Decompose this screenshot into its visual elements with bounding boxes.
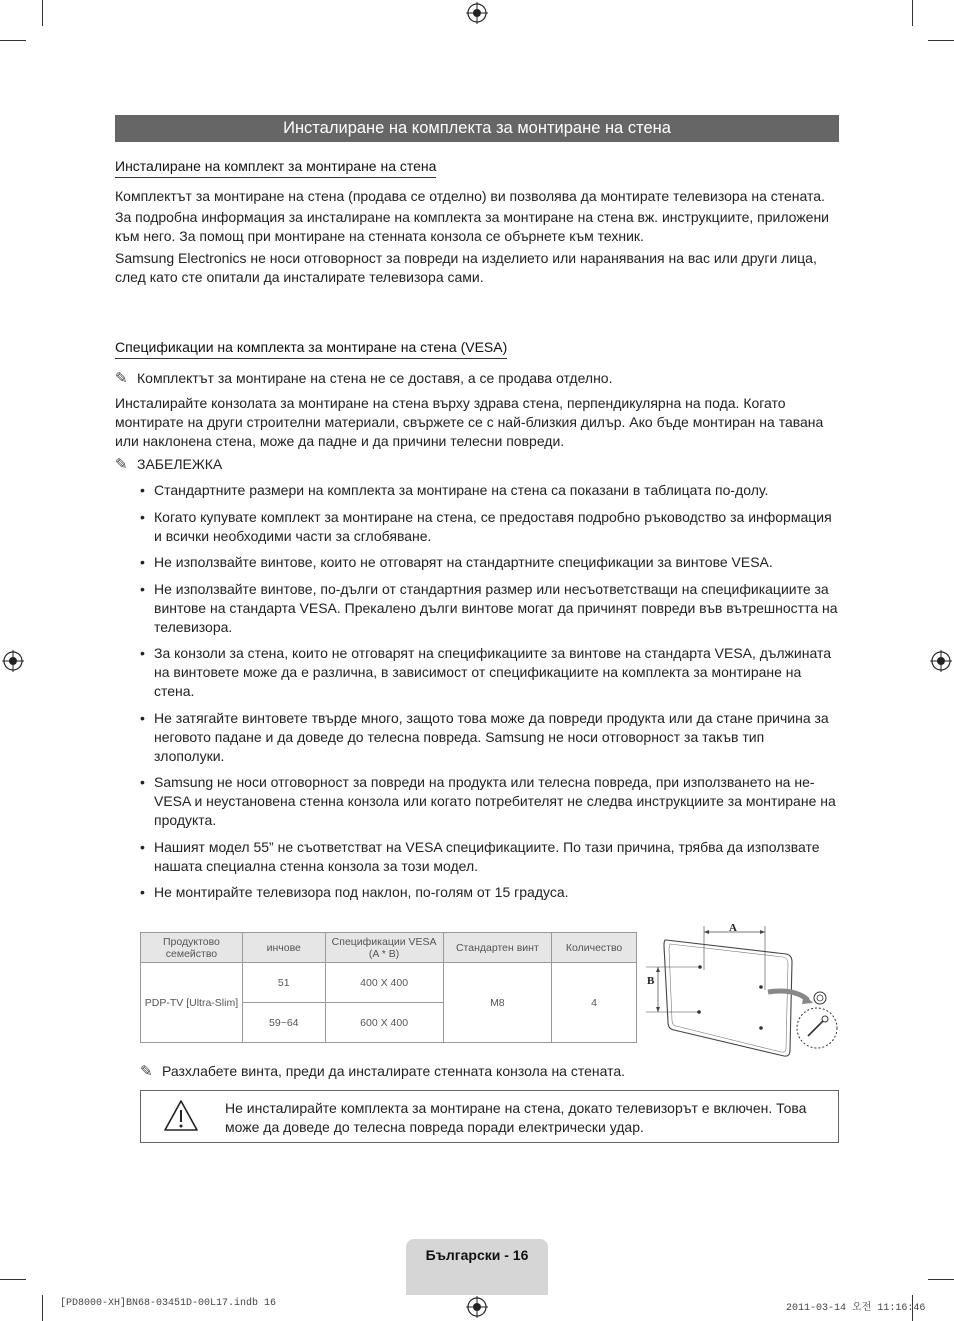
vesa-paragraph: Инсталирайте конзолата за монтиране на стена върху здрава стена, перпендикулярна на пода. Когато монтирате на други строителни материали, свържете се с най-близкия дилър. Ако бъде монтиран на тавана или наклонена стена, може да падне и да причини телесни повреди.	[115, 395, 824, 449]
notes-list	[138, 481, 838, 910]
list-item: • Стандартните размери на комплекта за монтиране на стена са показани в таблицата по-долу.	[138, 481, 838, 500]
note-label: ЗАБЕЛЕЖКА	[137, 456, 223, 472]
install-text	[115, 187, 841, 287]
table-cell-inches: 51	[242, 963, 325, 1003]
table-cell-inches: 59~64	[242, 1003, 325, 1043]
table-header: инчове	[242, 933, 325, 963]
install-paragraph: Комплектът за монтиране на стена (продава се отделно) ви позволява да монтирате телевизора на стената.	[115, 188, 825, 204]
list-item: • Samsung не носи отговорност за повреди на продукта или телесна повреда, при използването на не-VESA и неустановена стенна конзола или когато потребителят не следва инструкциите за монтиране на продукта.	[138, 773, 838, 830]
list-item: • За конзоли за стена, които не отговарят на спецификациите за винтове на стандарта VESA, дължината на винтовете може да е различна, в зависимост от спецификациите на комплекта за монтиране на стена.	[138, 644, 838, 701]
install-heading: Инсталиране на комплект за монтиране на стена	[115, 158, 436, 178]
vesa-spec-table	[140, 932, 637, 1043]
diagram-label-b: B	[647, 975, 655, 987]
registration-mark-icon	[466, 1296, 488, 1318]
crop-mark	[928, 40, 954, 41]
pencil-note-icon: ✎	[115, 456, 128, 473]
note-loosen-screw	[140, 1062, 625, 1081]
table-header: Количество	[552, 933, 637, 963]
list-item: • Нашият модел 55” не съответстват на VESA спецификациите. По тази причина, трябва да използвате нашата специална стенна конзола за този модел.	[138, 838, 838, 876]
pencil-note-icon: ✎	[115, 370, 128, 387]
table-header: Стандартен винт	[443, 933, 552, 963]
page-number-tab: Български - 16	[406, 1239, 548, 1295]
diagram-label-a: A	[729, 922, 737, 934]
crop-mark	[912, 0, 913, 26]
table-cell-screw: M8	[443, 963, 552, 1043]
list-item: • Не използвайте винтове, по-дълги от стандартния размер или несъответстващи на спецификациите за винтове на стандарта VESA. Прекалено дълги винтове могат да причинят повреди във вътрешността на телевизора.	[138, 580, 838, 637]
crop-mark	[928, 1279, 954, 1280]
registration-mark-icon	[2, 650, 24, 672]
warning-triangle-icon	[163, 1099, 199, 1133]
list-item: • Не монтирайте телевизора под наклон, по-голям от 15 градуса.	[138, 883, 838, 902]
registration-mark-icon	[930, 650, 952, 672]
note-text: Комплектът за монтиране на стена не се доставя, а се продава отделно.	[137, 370, 613, 386]
table-row	[141, 963, 637, 1003]
imprint-file: [PD8000-XH]BN68-03451D-00L17.indb 16	[60, 1298, 277, 1309]
pencil-note-icon: ✎	[140, 1063, 153, 1080]
table-cell-vesa: 400 X 400	[325, 963, 443, 1003]
crop-mark	[42, 0, 43, 26]
note-label-row	[115, 455, 222, 474]
warning-text: Не инсталирайте комплекта за монтиране на стена, докато телевизорът е включен. Това може да доведе до телесна повреда поради електрически удар.	[225, 1100, 807, 1135]
list-item: • Не използвайте винтове, които не отговарят на стандартните спецификации за винтове VESA.	[138, 553, 838, 572]
install-paragraph: За подробна информация за инсталиране на комплекта за монтиране на стена вж. инструкциите, приложени към него. За помощ при монтиране на стенната конзола се обърнете към техник.	[115, 209, 829, 244]
crop-mark	[42, 1295, 43, 1321]
list-item: • Не затягайте винтовете твърде много, защото това може да повреди продукта или да стане причина за неговото падане и да доведе до телесна повреда. Samsung не носи отговорност за такъв тип злополуки.	[138, 709, 838, 766]
registration-mark-icon	[466, 2, 488, 24]
tv-back-diagram	[644, 912, 844, 1062]
imprint-date: 2011-03-14 오전 11:16:46	[786, 1303, 926, 1314]
table-header-row	[141, 933, 637, 963]
list-item: • Когато купувате комплект за монтиране на стена, се предоставя подробно ръководство за информация и всички необходими части за сглобяване.	[138, 508, 838, 546]
table-cell-quantity: 4	[552, 963, 637, 1043]
warning-box	[140, 1090, 839, 1143]
note-not-supplied	[115, 369, 612, 388]
section-title: Инсталиране на комплекта за монтиране на стена	[115, 115, 839, 142]
table-cell-family: PDP-TV [Ultra-Slim]	[141, 963, 243, 1043]
table-header: Спецификации VESA (A * B)	[325, 933, 443, 963]
crop-mark	[0, 1279, 26, 1280]
note-text: Разхлабете винта, преди да инсталирате стенната конзола на стената.	[162, 1063, 626, 1079]
vesa-heading: Спецификации на комплекта за монтиране на стена (VESA)	[115, 339, 507, 359]
install-paragraph: Samsung Electronics не носи отговорност за повреди на изделието или наранявания на вас или други лица, след като сте опитали да инсталирате телевизора сами.	[115, 250, 817, 285]
table-header: Продуктово семейство	[141, 933, 243, 963]
table-cell-vesa: 600 X 400	[325, 1003, 443, 1043]
crop-mark	[0, 40, 26, 41]
